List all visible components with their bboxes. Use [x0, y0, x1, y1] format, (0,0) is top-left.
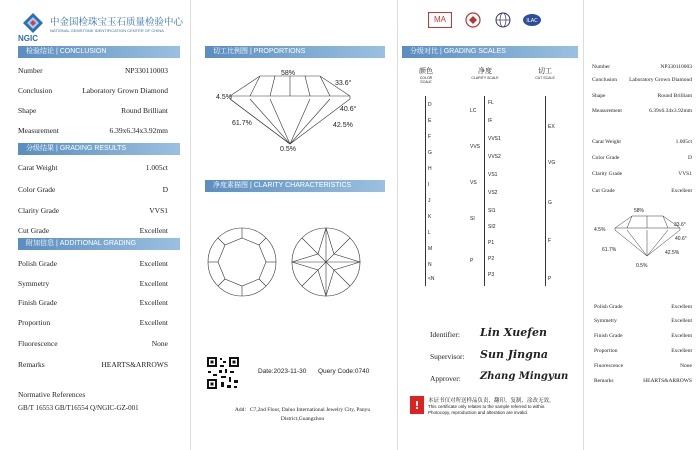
- card-prop-crown-angle: 33.6°: [674, 222, 686, 228]
- supervisor-signature: Sun Jingna: [480, 348, 548, 361]
- clarity-grade: P3: [488, 272, 495, 278]
- prop-crown-height: 4.5%: [216, 94, 232, 101]
- notice-en: This certificate only relates to the sample referred to within. Photocopy, reproduction and alteration are invalid.: [428, 404, 546, 415]
- org-name-en: NATIONAL GEMSTONE IDENTIFICATION CENTER OF CHINA: [50, 28, 164, 33]
- prop-pavilion-depth: 42.5%: [333, 122, 353, 129]
- section-proportions: 切工比例图 | PROPORTIONS: [205, 46, 385, 58]
- badge-ma: MA: [428, 12, 452, 28]
- identifier-label: Identifier:: [430, 330, 460, 339]
- color-grade: D: [428, 102, 432, 108]
- cut-grade: VG: [548, 160, 556, 166]
- qr-code: [206, 356, 240, 390]
- clarity-plot-crown: [206, 226, 278, 298]
- query-code: Query Code:0740: [318, 368, 370, 375]
- color-scale: [424, 96, 444, 286]
- cut-grade: EX: [548, 124, 555, 130]
- clarity-grade: VS1: [488, 172, 498, 178]
- approver-signature: Zhang Mingyun: [480, 371, 569, 382]
- card-prop-table: 58%: [634, 208, 645, 214]
- scale-color-title: 颜色 COLOR SCALE: [419, 68, 433, 84]
- prop-culet: 0.5%: [280, 146, 296, 153]
- section-additional: 附加信息 | ADDITIONAL GRADING INFORMATION: [18, 238, 180, 250]
- color-grade: E: [428, 118, 432, 124]
- clarity-grade: VVS1: [488, 136, 501, 142]
- cut-grade: P: [548, 276, 552, 282]
- clarity-group: SI: [470, 216, 475, 222]
- clarity-group: VVS: [470, 144, 481, 150]
- card-prop-crown-height: 4.5%: [594, 227, 606, 233]
- clarity-grade: FL: [488, 100, 494, 106]
- section-conclusion: 检验结论 | CONCLUSION: [18, 46, 180, 58]
- approver-label: Approver:: [430, 374, 461, 383]
- badge-cnas-icon: [465, 12, 481, 28]
- color-grade: <N: [428, 276, 435, 282]
- identifier-signature: Lin Xuefen: [480, 326, 547, 339]
- color-grade: L: [428, 230, 431, 236]
- clarity-scale: [470, 96, 510, 286]
- card-prop-total-depth: 61.7%: [602, 247, 617, 253]
- clarity-group: VS: [470, 180, 477, 186]
- warning-icon: [410, 396, 424, 414]
- cut-scale: [544, 96, 564, 286]
- prop-crown-angle: 33.6°: [335, 80, 352, 87]
- card-prop-culet: 0.5%: [636, 263, 648, 269]
- report-date: Date:2023-11-30: [258, 368, 307, 375]
- color-grade: J: [428, 198, 431, 204]
- prop-table: 58%: [281, 70, 296, 77]
- clarity-group: LC: [470, 108, 477, 114]
- scale-cut-title: 切工 CUT SCALE: [535, 68, 555, 80]
- svg-text:!: !: [414, 399, 420, 412]
- color-grade: G: [428, 150, 432, 156]
- prop-pavilion-angle: 40.6°: [340, 106, 357, 113]
- cut-grade: G: [548, 200, 552, 206]
- clarity-grade: P1: [488, 240, 495, 246]
- section-grading-results: 分级结果 | GRADING RESULTS: [18, 143, 180, 155]
- ngic-logo-icon: [22, 12, 44, 34]
- prop-total-depth: 61.7%: [232, 120, 252, 127]
- org-name-cn: 中金国检珠宝玉石质量检验中心: [50, 17, 184, 28]
- color-grade: K: [428, 214, 432, 220]
- clarity-grade: P2: [488, 256, 495, 262]
- section-grading-scales: 分级对比 | GRADING SCALES: [402, 46, 578, 58]
- clarity-group: P: [470, 258, 474, 264]
- color-grade: H: [428, 166, 432, 172]
- badge-globe-icon: [495, 12, 511, 28]
- notice-cn: 本证书仅对所送样品负责，翻印、复制、涂改无效。: [428, 398, 555, 404]
- section-clarity: 净度素描图 | CLARITY CHARACTERISTICS: [205, 180, 385, 192]
- clarity-grade: VS2: [488, 190, 498, 196]
- badge-ilac-icon: [522, 12, 542, 28]
- color-grade: F: [428, 134, 432, 140]
- cut-grade: F: [548, 238, 552, 244]
- color-grade: I: [428, 182, 430, 188]
- references-title: Normative References: [18, 390, 86, 399]
- clarity-grade: SI2: [488, 224, 496, 230]
- clarity-grade: IF: [488, 118, 493, 124]
- color-grade: M: [428, 246, 433, 252]
- clarity-plot-pavilion: [290, 226, 362, 298]
- color-grade: N: [428, 262, 432, 268]
- scale-clarity-title: 净度 CLARITY SCALE: [471, 68, 499, 80]
- card-prop-pavilion-angle: 40.6°: [675, 236, 687, 242]
- supervisor-label: Supervisor:: [430, 352, 465, 361]
- card-prop-pavilion-depth: 42.5%: [665, 250, 680, 256]
- svg-text:ILAC: ILAC: [526, 18, 538, 24]
- references-text: GB/T 16553 GB/T16554 Q/NGIC-GZ-001: [18, 404, 139, 412]
- logo-text: NGIC: [18, 34, 38, 43]
- lab-address: Add：C7,2nd Floor, Daluo International Jewelry City, Panyu District,Guangzhou: [234, 407, 371, 422]
- clarity-grade: SI1: [488, 208, 496, 214]
- clarity-grade: VVS2: [488, 154, 501, 160]
